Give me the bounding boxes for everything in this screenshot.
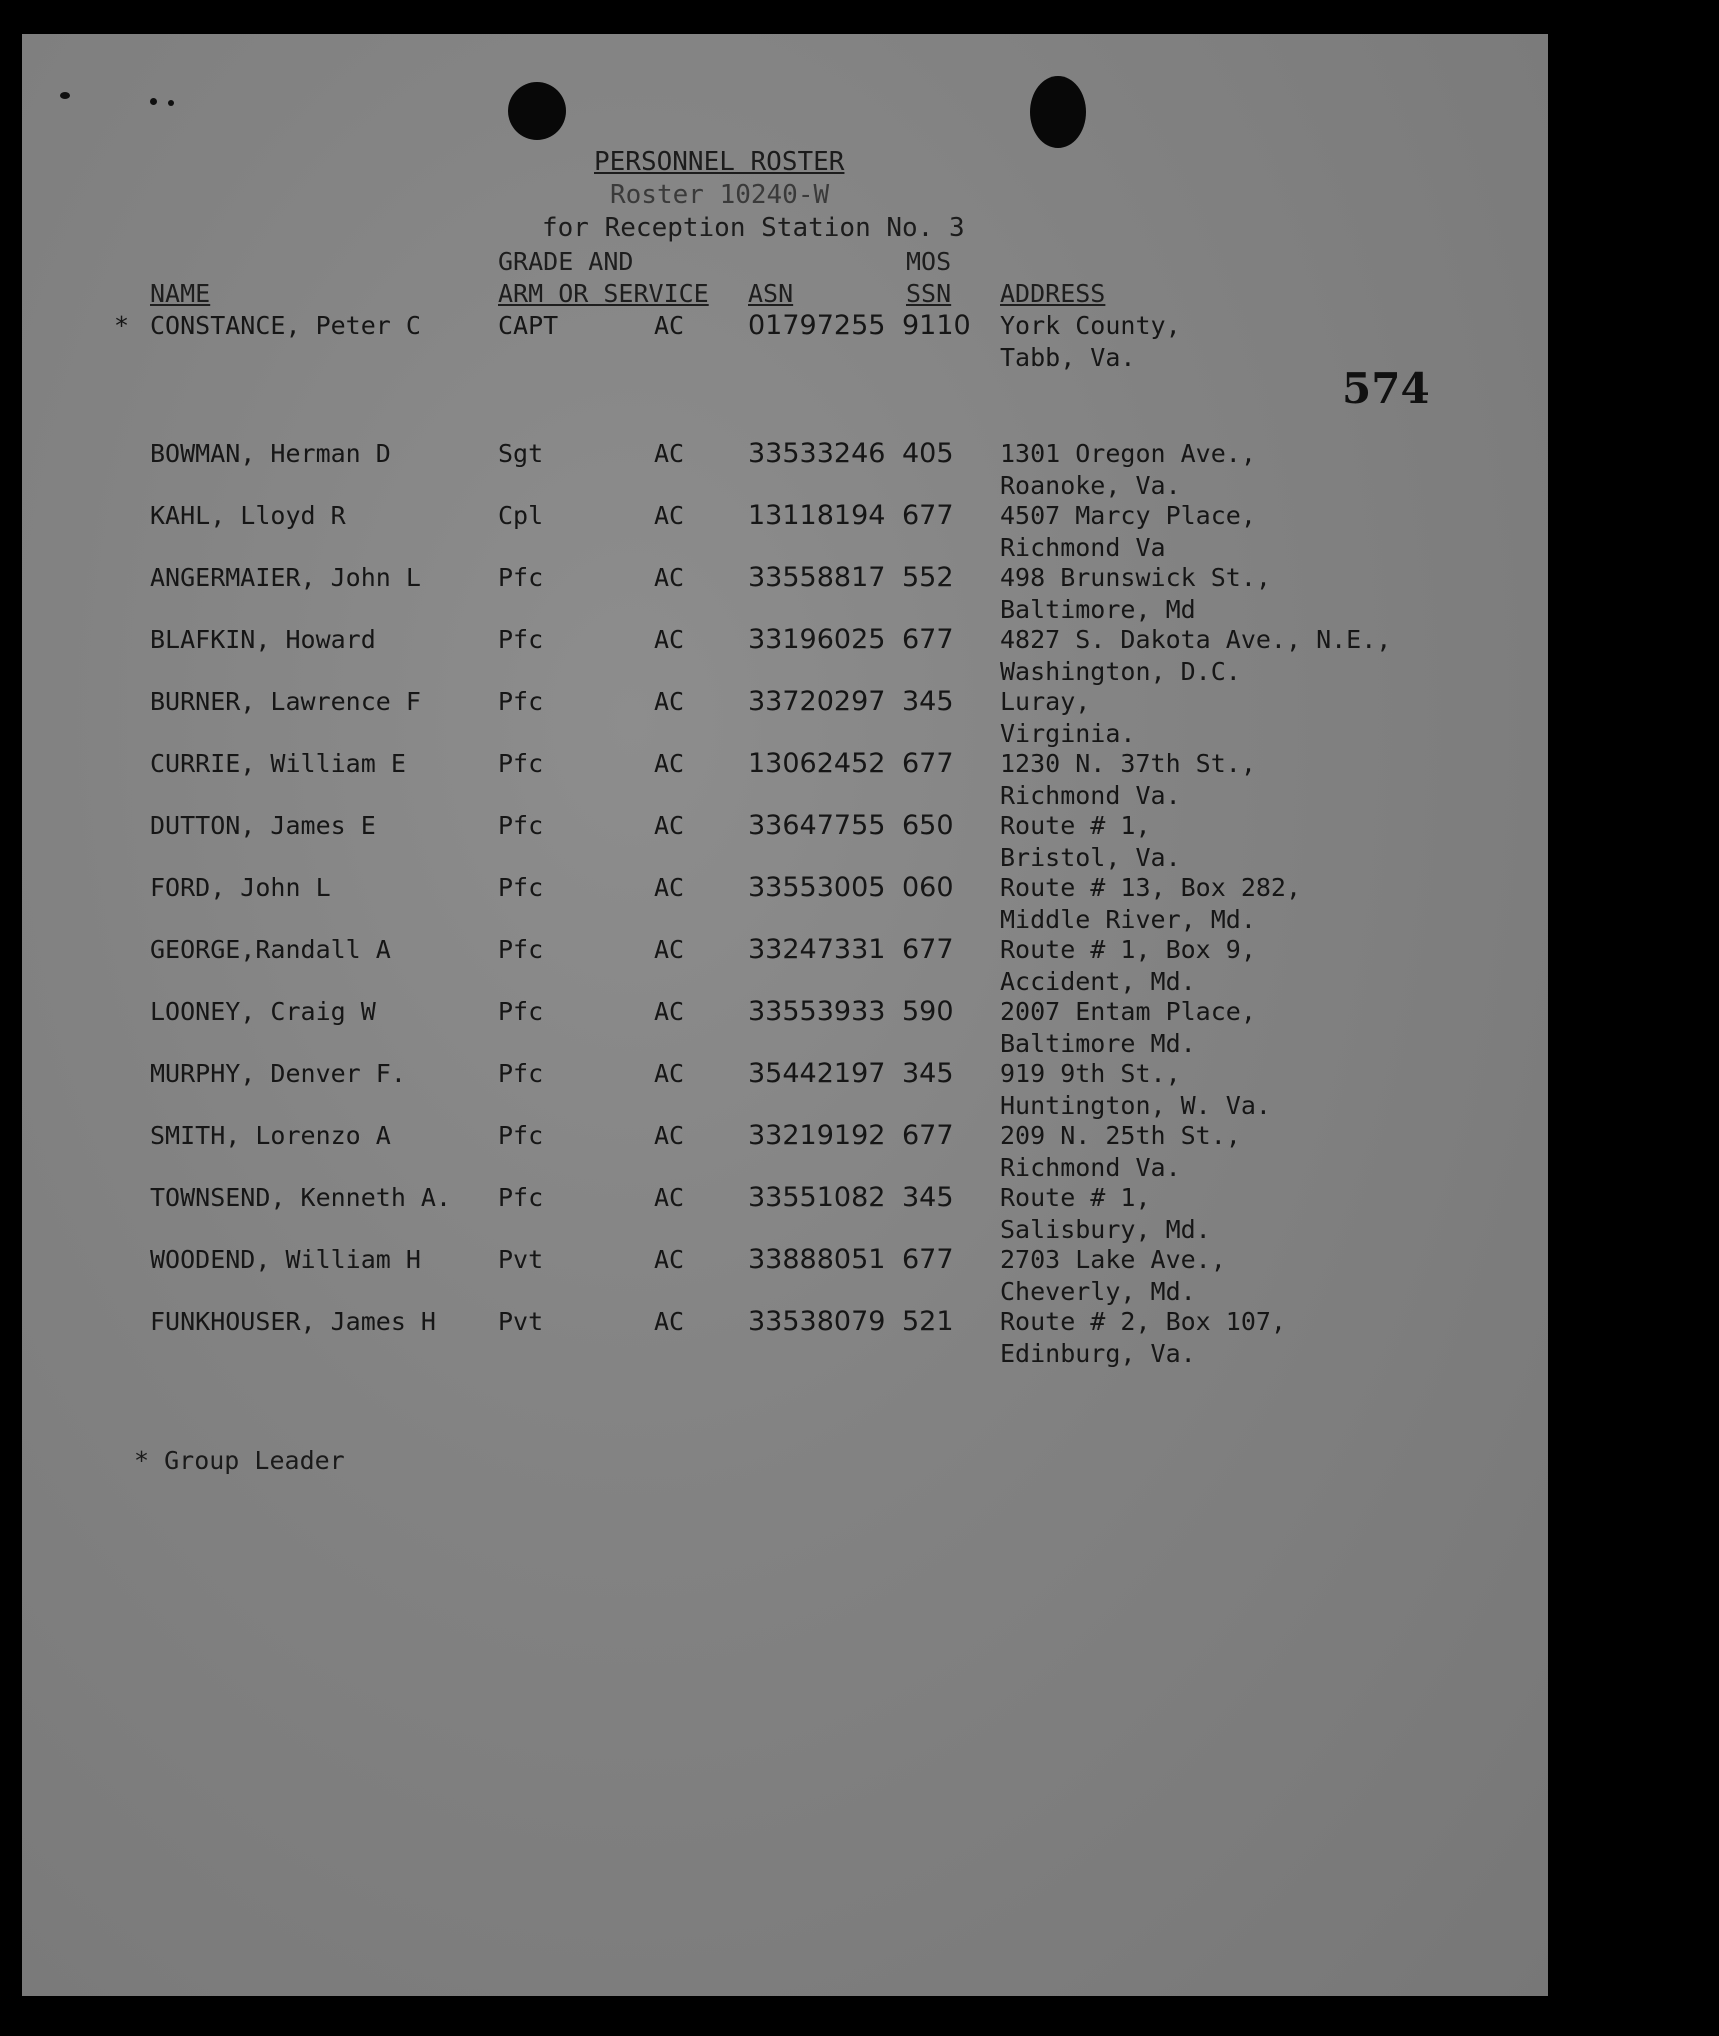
row-address-line2: Virginia. xyxy=(1000,719,1136,748)
row-mark: * xyxy=(114,311,130,340)
row-address xyxy=(1000,562,1271,626)
row-asn: 33720297 xyxy=(748,686,886,717)
row-grade: CAPT xyxy=(498,311,559,340)
row-grade: Cpl xyxy=(498,501,544,530)
row-address-line2: Bristol, Va. xyxy=(1000,843,1181,872)
row-mos: 677 xyxy=(902,934,954,965)
row-address-line1: Route # 13, Box 282, xyxy=(1000,873,1302,902)
row-arm: AC xyxy=(654,563,685,592)
row-address xyxy=(1000,1306,1286,1370)
header-name: NAME xyxy=(150,279,211,308)
header-mos-line2: SSN xyxy=(906,279,952,308)
row-grade: Pfc xyxy=(498,935,544,964)
row-address-line2: Roanoke, Va. xyxy=(1000,471,1181,500)
row-grade: Pvt xyxy=(498,1245,544,1274)
row-mos: 590 xyxy=(902,996,954,1027)
table-row xyxy=(22,934,1548,998)
row-grade: Pfc xyxy=(498,873,544,902)
station-line: for Reception Station No. 3 xyxy=(542,213,965,243)
row-asn: 33888051 xyxy=(748,1244,886,1275)
row-address xyxy=(1000,1244,1226,1308)
table-row xyxy=(22,686,1548,750)
row-name: CONSTANCE, Peter C xyxy=(150,311,421,340)
row-arm: AC xyxy=(654,1121,685,1150)
row-name: FUNKHOUSER, James H xyxy=(150,1307,436,1336)
row-address xyxy=(1000,1120,1241,1184)
row-address xyxy=(1000,1182,1211,1246)
row-name: WOODEND, William H xyxy=(150,1245,421,1274)
row-address-line1: Route # 1, xyxy=(1000,1183,1151,1212)
row-mos: 677 xyxy=(902,748,954,779)
row-grade: Pfc xyxy=(498,563,544,592)
row-asn: 33247331 xyxy=(748,934,886,965)
row-grade: Pfc xyxy=(498,811,544,840)
row-mos: 345 xyxy=(902,686,954,717)
table-row xyxy=(22,1244,1548,1308)
row-address-line2: Tabb, Va. xyxy=(1000,343,1136,372)
row-address xyxy=(1000,1058,1271,1122)
row-address-line2: Washington, D.C. xyxy=(1000,657,1241,686)
row-name: TOWNSEND, Kenneth A. xyxy=(150,1183,452,1212)
row-address-line2: Baltimore, Md xyxy=(1000,595,1196,624)
row-mos: 677 xyxy=(902,1120,954,1151)
row-asn: 13118194 xyxy=(748,500,886,531)
document-title: PERSONNEL ROSTER xyxy=(594,147,845,177)
row-asn: 33553005 xyxy=(748,872,886,903)
row-mos: 677 xyxy=(902,500,954,531)
row-arm: AC xyxy=(654,687,685,716)
ink-speck xyxy=(150,98,157,105)
row-arm: AC xyxy=(654,1245,685,1274)
table-row xyxy=(22,1182,1548,1246)
document-title-block xyxy=(542,146,965,245)
row-arm: AC xyxy=(654,311,685,340)
row-address xyxy=(1000,686,1135,750)
row-name: CURRIE, William E xyxy=(150,749,406,778)
row-address-line2: Huntington, W. Va. xyxy=(1000,1091,1271,1120)
ink-speck xyxy=(60,92,70,99)
row-name: BURNER, Lawrence F xyxy=(150,687,421,716)
row-address xyxy=(1000,748,1256,812)
row-address-line1: Route # 1, xyxy=(1000,811,1151,840)
row-asn: 35442197 xyxy=(748,1058,886,1089)
row-name: BLAFKIN, Howard xyxy=(150,625,376,654)
row-asn: 33558817 xyxy=(748,562,886,593)
row-mos: 521 xyxy=(902,1306,954,1337)
row-grade: Pfc xyxy=(498,749,544,778)
row-address-line1: Route # 2, Box 107, xyxy=(1000,1307,1286,1336)
row-address-line2: Salisbury, Md. xyxy=(1000,1215,1211,1244)
row-address-line2: Accident, Md. xyxy=(1000,967,1196,996)
row-mos: 060 xyxy=(902,872,954,903)
row-name: SMITH, Lorenzo A xyxy=(150,1121,391,1150)
row-name: BOWMAN, Herman D xyxy=(150,439,391,468)
roster-number: Roster 10240-W xyxy=(610,180,830,210)
row-address-line1: 1230 N. 37th St., xyxy=(1000,749,1256,778)
table-row xyxy=(22,310,1548,374)
row-asn: 01797255 xyxy=(748,310,886,341)
row-address-line1: 2703 Lake Ave., xyxy=(1000,1245,1226,1274)
page-number: 574 xyxy=(1342,364,1430,413)
row-mos: 677 xyxy=(902,1244,954,1275)
roster-page xyxy=(22,34,1548,1996)
row-mos: 552 xyxy=(902,562,954,593)
row-address-line1: 4827 S. Dakota Ave., N.E., xyxy=(1000,625,1392,654)
row-address xyxy=(1000,500,1256,564)
punch-hole-left xyxy=(508,82,566,140)
row-asn: 33196025 xyxy=(748,624,886,655)
row-address-line1: Luray, xyxy=(1000,687,1091,716)
ink-speck xyxy=(168,100,174,106)
row-address-line1: 498 Brunswick St., xyxy=(1000,563,1271,592)
row-name: MURPHY, Denver F. xyxy=(150,1059,406,1088)
row-asn: 33538079 xyxy=(748,1306,886,1337)
footnote: * Group Leader xyxy=(134,1446,345,1475)
row-name: GEORGE,Randall A xyxy=(150,935,391,964)
row-grade: Sgt xyxy=(498,439,544,468)
table-row xyxy=(22,1306,1548,1370)
row-grade: Pfc xyxy=(498,687,544,716)
row-name: LOONEY, Craig W xyxy=(150,997,376,1026)
row-address-line1: 209 N. 25th St., xyxy=(1000,1121,1241,1150)
row-mos: 9110 xyxy=(902,310,971,341)
table-row xyxy=(22,810,1548,874)
row-mos: 345 xyxy=(902,1182,954,1213)
header-grade-line2: ARM OR SERVICE xyxy=(498,279,709,308)
row-address-line1: 1301 Oregon Ave., xyxy=(1000,439,1256,468)
row-mos: 677 xyxy=(902,624,954,655)
row-address-line2: Richmond Va. xyxy=(1000,1153,1181,1182)
row-asn: 33647755 xyxy=(748,810,886,841)
row-grade: Pfc xyxy=(498,1183,544,1212)
table-row xyxy=(22,1058,1548,1122)
row-address-line2: Richmond Va xyxy=(1000,533,1166,562)
row-arm: AC xyxy=(654,1307,685,1336)
table-row xyxy=(22,996,1548,1060)
row-arm: AC xyxy=(654,935,685,964)
table-row xyxy=(22,624,1548,688)
row-address-line2: Middle River, Md. xyxy=(1000,905,1256,934)
table-row xyxy=(22,748,1548,812)
row-address xyxy=(1000,934,1256,998)
row-arm: AC xyxy=(654,873,685,902)
row-address-line1: Route # 1, Box 9, xyxy=(1000,935,1256,964)
row-mos: 405 xyxy=(902,438,954,469)
row-address xyxy=(1000,872,1301,936)
row-arm: AC xyxy=(654,501,685,530)
row-address-line1: York County, xyxy=(1000,311,1181,340)
row-address-line2: Edinburg, Va. xyxy=(1000,1339,1196,1368)
row-grade: Pfc xyxy=(498,997,544,1026)
row-mos: 650 xyxy=(902,810,954,841)
table-row xyxy=(22,438,1548,502)
row-asn: 33553933 xyxy=(748,996,886,1027)
row-arm: AC xyxy=(654,997,685,1026)
row-asn: 33219192 xyxy=(748,1120,886,1151)
row-grade: Pfc xyxy=(498,625,544,654)
row-name: DUTTON, James E xyxy=(150,811,376,840)
header-asn: ASN xyxy=(748,279,794,308)
row-arm: AC xyxy=(654,1183,685,1212)
row-address xyxy=(1000,438,1256,502)
row-arm: AC xyxy=(654,749,685,778)
punch-hole-right xyxy=(1030,76,1086,148)
row-name: ANGERMAIER, John L xyxy=(150,563,421,592)
row-arm: AC xyxy=(654,439,685,468)
row-address-line1: 919 9th St., xyxy=(1000,1059,1181,1088)
row-address-line2: Baltimore Md. xyxy=(1000,1029,1196,1058)
header-grade-line1: GRADE AND xyxy=(498,247,634,276)
row-address xyxy=(1000,810,1181,874)
row-address xyxy=(1000,310,1181,374)
row-address-line2: Cheverly, Md. xyxy=(1000,1277,1196,1306)
row-name: KAHL, Lloyd R xyxy=(150,501,346,530)
row-address-line2: Richmond Va. xyxy=(1000,781,1181,810)
row-name: FORD, John L xyxy=(150,873,331,902)
row-grade: Pfc xyxy=(498,1059,544,1088)
row-arm: AC xyxy=(654,625,685,654)
row-address xyxy=(1000,996,1256,1060)
header-mos-line1: MOS xyxy=(906,247,952,276)
table-row xyxy=(22,872,1548,936)
row-asn: 13062452 xyxy=(748,748,886,779)
row-grade: Pfc xyxy=(498,1121,544,1150)
header-address: ADDRESS xyxy=(1000,279,1106,308)
row-mos: 345 xyxy=(902,1058,954,1089)
row-asn: 33551082 xyxy=(748,1182,886,1213)
row-arm: AC xyxy=(654,811,685,840)
row-arm: AC xyxy=(654,1059,685,1088)
table-row xyxy=(22,500,1548,564)
row-grade: Pvt xyxy=(498,1307,544,1336)
row-address-line1: 4507 Marcy Place, xyxy=(1000,501,1256,530)
row-address-line1: 2007 Entam Place, xyxy=(1000,997,1256,1026)
table-row xyxy=(22,1120,1548,1184)
table-row xyxy=(22,562,1548,626)
row-address xyxy=(1000,624,1391,688)
row-asn: 33533246 xyxy=(748,438,886,469)
